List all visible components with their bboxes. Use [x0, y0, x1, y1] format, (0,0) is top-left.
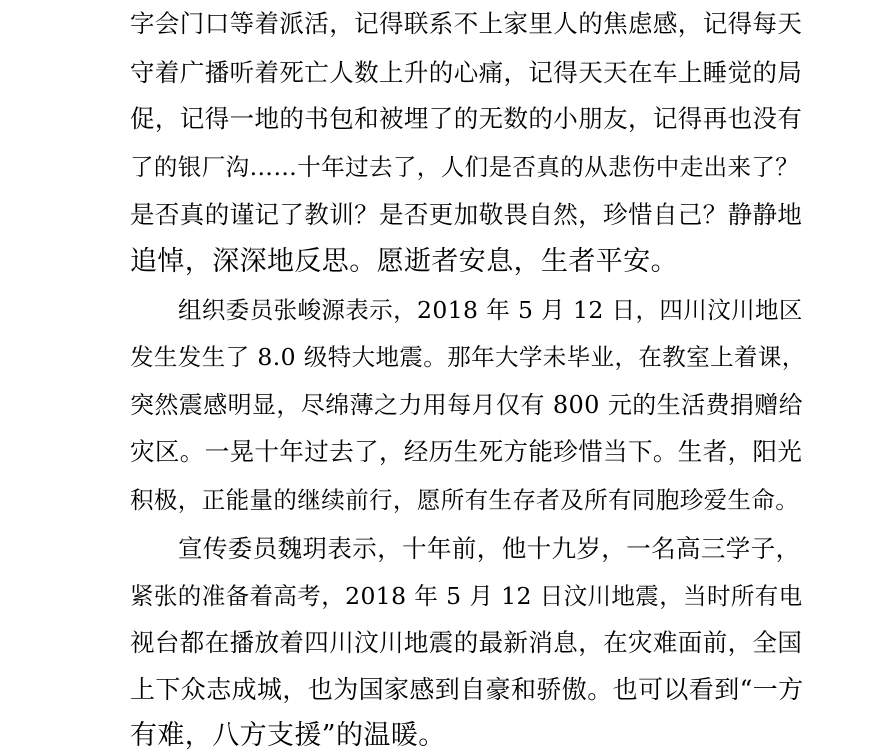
- paragraph-2-line-4: 灾区。一晃十年过去了，经历生死方能珍惜当下。生者，阳光: [130, 437, 803, 466]
- paragraph-2-line-3: 突然震感明显，尽绵薄之力用每月仅有 800 元的生活费捐赠给: [130, 391, 804, 419]
- paragraph-1-line-4: 了的银厂沟……十年过去了，人们是否真的从悲伤中走出来了？: [130, 153, 800, 181]
- paragraph-1-line-3: 促，记得一地的书包和被埋了的无数的小朋友，记得再也没有: [130, 104, 803, 133]
- paragraph-1-line-2: 守着广播听着死亡人数上升的心痛，记得天天在车上睡觉的局: [130, 58, 803, 87]
- paragraph-1-line-5: 是否真的谨记了教训？是否更加敬畏自然，珍惜自己？静静地: [130, 200, 803, 229]
- paragraph-1-line-1: 字会门口等着派活，记得联系不上家里人的焦虑感，记得每天: [130, 9, 803, 38]
- paragraph-2-line-5: 积极，正能量的继续前行，愿所有生存者及所有同胞珍爱生命。: [130, 486, 800, 514]
- paragraph-2-line-1: 组织委员张峻源表示，2018 年 5 月 12 日，四川汶川地区: [178, 296, 803, 324]
- paragraph-3-line-3: 视台都在播放着四川汶川地震的最新消息，在灾难面前，全国: [130, 628, 803, 657]
- paragraph-3-line-4: 上下众志成城，也为国家感到自豪和骄傲。也可以看到“一方: [130, 675, 804, 704]
- paragraph-1-line-6: 追悼，深深地反思。愿逝者安息，生者平安。: [130, 246, 678, 277]
- paragraph-3-line-1: 宣传委员魏玥表示，十年前，他十九岁，一名高三学子，: [178, 534, 801, 563]
- paragraph-3-line-5: 有难，八方支援”的温暖。: [130, 720, 446, 751]
- paragraph-3-line-2: 紧张的准备着高考，2018 年 5 月 12 日汶川地震，当时所有电: [130, 582, 803, 610]
- paragraph-2-line-2: 发生发生了 8.0 级特大地震。那年大学未毕业，在教室上着课，: [130, 343, 806, 371]
